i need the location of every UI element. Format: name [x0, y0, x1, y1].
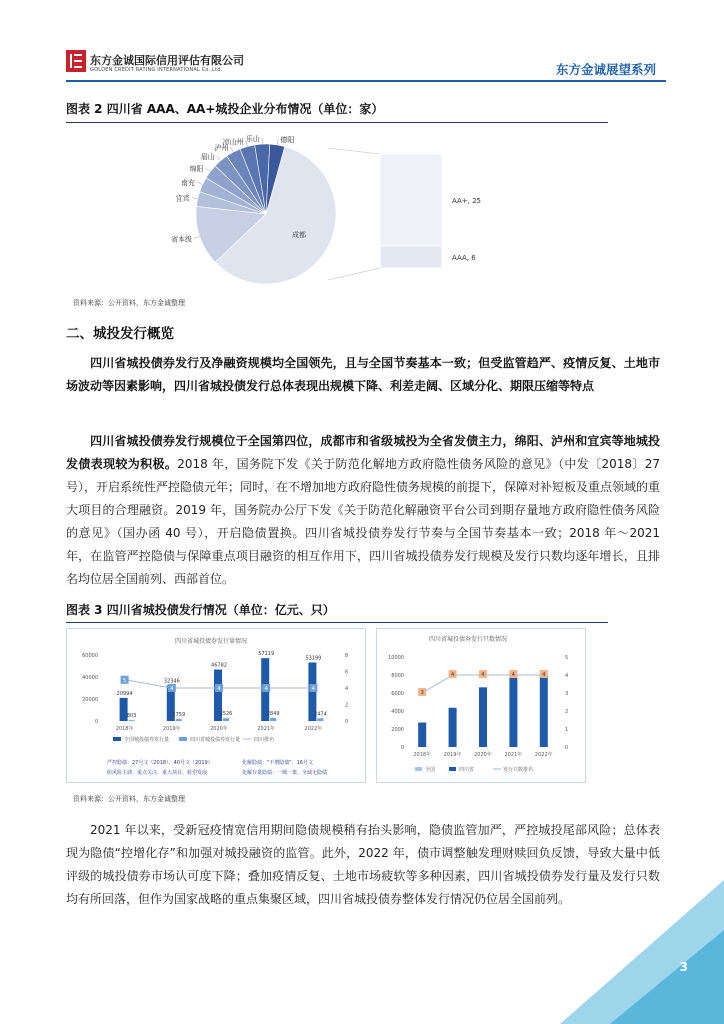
right-y-tick: 8000: [391, 673, 404, 679]
company-name-cn: 东方金诚国际信用评估有限公司: [90, 54, 244, 67]
right-y2-tick: 5: [565, 655, 569, 661]
right-y-tick: 4000: [391, 709, 404, 715]
right-legend-label: 发行只数排名: [503, 767, 534, 773]
figure2-title: 图表 2 四川省 AAA、AA+城投企业分布情况（单位：家）: [66, 102, 384, 116]
right-y2-tick: 0: [565, 745, 569, 751]
figure3-title: 图表 3 四川省城投债发行情况（单位：亿元、只）: [66, 603, 335, 617]
right-rank-label: 3: [420, 690, 424, 696]
left-data-label: 57119: [258, 651, 275, 658]
breakdown-label-AA+: AA+, 25: [452, 196, 481, 205]
right-x-tick: 2020年: [474, 752, 492, 758]
right-x-tick: 2019年: [443, 752, 462, 758]
left-x-tick: 2022年: [304, 726, 323, 732]
left-x-tick: 2018年: [115, 726, 134, 732]
right-legend-label: 四川省: [459, 767, 475, 773]
series-title: 东方金诚展望系列: [555, 62, 656, 77]
left-data-label: 20994: [116, 690, 133, 697]
left-note-2: 防风险主调：重点关注、重大项目、转型发展: [107, 770, 208, 776]
left-y2-tick: 0: [345, 719, 349, 725]
pie-label-泸州: 泸州: [214, 143, 229, 152]
right-rank-label: 4: [451, 672, 455, 678]
right-x-tick: 2018年: [413, 752, 432, 758]
left-rank-label: 4: [264, 686, 268, 692]
page-number: 3: [679, 960, 688, 974]
right-y2-tick: 3: [565, 691, 569, 697]
left-data-label: 53199: [305, 655, 322, 662]
left-legend-label: 四川排名: [254, 737, 275, 743]
left-data-label: 1759: [172, 712, 186, 719]
left-rank-label: 5: [123, 677, 127, 684]
paragraph-2-bold: 四川省城投债券发行规模位于全国第四位，成都市和省级城投为全省发债主力，绵阳、泸州和宜宾等地城投发债表现较为积极。: [66, 434, 660, 471]
figure2-source: 资料来源：公开资料，东方金诚整理: [73, 299, 185, 307]
right-y2-tick: 1: [565, 727, 569, 733]
left-x-tick: 2021年: [257, 726, 276, 732]
left-y-tick: 60000: [82, 653, 98, 659]
left-y2-tick: 6: [345, 669, 349, 676]
right-rank-label: 4: [481, 672, 485, 678]
left-data-label: 803: [126, 713, 137, 720]
left-chart-title: 四川省城投债券发行量情况: [175, 638, 248, 645]
right-y-tick: 6000: [391, 691, 404, 697]
left-y2-tick: 8: [345, 653, 349, 659]
pie-label-乐山: 乐山: [245, 135, 260, 144]
figure3-source: 资料来源：公开资料，东方金诚整理: [73, 795, 185, 803]
left-rank-label: 4: [311, 686, 315, 692]
left-legend-label: 四川省城投债券发行量: [190, 737, 241, 743]
right-y-tick: 10000: [388, 655, 404, 661]
paragraph-3-text: 2021 年以来，受新冠疫情宽信用期间隐债规模稍有抬头影响，隐债监管加严，严控城投尾部风险；总体表现为隐债“控增化存”和加强对城投融资的监管。此外，2022 年，债市调整触发理财赎回负反馈，导致大量中低评级的城投债券市场认可度下降；叠加疫情反复、土地市场疲软等多种因素，四川省城投债券发行量及发行只数均有所回落，但作为国家战略的重点集聚区域，四川省城投债券整体发行情况仍位居全国前列。: [66, 823, 660, 906]
paragraph-2-text: 2018 年，国务院下发《关于防范化解地方政府隐性债务风险的意见》（中发〔2018〕27 号），开启系统性严控隐债元年；同时，在不增加地方政府隐性债务规模的前提下，保障对补短板及重点领域的重大项目的合理融资。2019 年，国务院办公厅下发《关于防范化解融资平台公司到期存量地方政府隐性债务风险的意见》（国办函 40 号），开启隐债置换。四川省城投债券发行节奏与全国节奏基本一致；2018 年～2021 年，在监管严控隐债与保障重点项目融资的相互作用下，四川省城投债券发行规模及发行只数均逐年增长，且排名均位居全国前列、西部首位。: [66, 457, 661, 586]
left-note-3: 化解隐债："不增隐债"、16号文: [242, 760, 313, 766]
right-y-tick: 0: [400, 745, 404, 751]
left-legend-label: 全国城投债券发行量: [124, 737, 170, 743]
left-x-tick: 2020年: [210, 726, 228, 732]
left-data-label: 46782: [211, 662, 227, 669]
paragraph-1-bold: 四川省城投债券发行及净融资规模均全国领先，且与全国节奏基本一致；但受监管趋严、疫情反复、土地市场波动等因素影响，四川省城投债发行总体表现出规模下降、利差走阔、区域分化、期限压缩等特点: [66, 356, 660, 393]
right-legend-label: 全国: [425, 767, 436, 773]
left-note-1: 严控隐债：27号文（2018）、40号文（2019）: [107, 760, 213, 766]
breakdown-label-AAA: AAA, 6: [452, 253, 476, 262]
left-rank-label: 4: [170, 686, 174, 692]
pie-label-绵阳: 绵阳: [189, 165, 204, 174]
pie-label-南充: 南充: [181, 179, 196, 188]
left-data-label: 2849: [266, 710, 280, 717]
right-y-tick: 2000: [391, 727, 404, 733]
left-rank-label: 4: [217, 686, 221, 692]
left-data-label: 2526: [219, 711, 233, 718]
right-x-tick: 2022年: [534, 752, 553, 758]
left-data-label: 2474: [314, 711, 327, 718]
right-chart-title: 四川省城投债券发行只数情况: [429, 636, 508, 643]
pie-label-宜宾: 宜宾: [175, 194, 190, 203]
right-y2-tick: 2: [565, 709, 569, 715]
right-rank-label: 4: [511, 672, 515, 678]
left-note-4: 化解存量隐债：一城一策、全域无隐债: [242, 770, 328, 776]
right-y2-tick: 4: [565, 673, 569, 679]
left-data-label: 32346: [163, 678, 180, 685]
left-y2-tick: 2: [345, 702, 349, 709]
pie-label-省本级: 省本级: [170, 235, 192, 244]
section-heading: 二、城投发行概览: [66, 326, 174, 342]
left-x-tick: 2019年: [162, 726, 181, 732]
left-y-tick: 20000: [82, 697, 98, 703]
pie-label-眉山: 眉山: [200, 153, 215, 162]
company-name-en: GOLDEN CREDIT RATING INTERNATIONAL Co.,Ltd.: [90, 67, 223, 73]
left-y-tick: 40000: [82, 675, 98, 681]
left-y-tick: 0: [94, 719, 98, 725]
pie-label-成都: 成都: [291, 230, 306, 239]
pie-label-德阳: 德阳: [280, 136, 295, 145]
left-y2-tick: 4: [345, 686, 349, 692]
pie-label-凉山州: 凉山州: [222, 137, 244, 146]
right-x-tick: 2021年: [504, 752, 523, 758]
right-rank-label: 4: [542, 672, 546, 678]
